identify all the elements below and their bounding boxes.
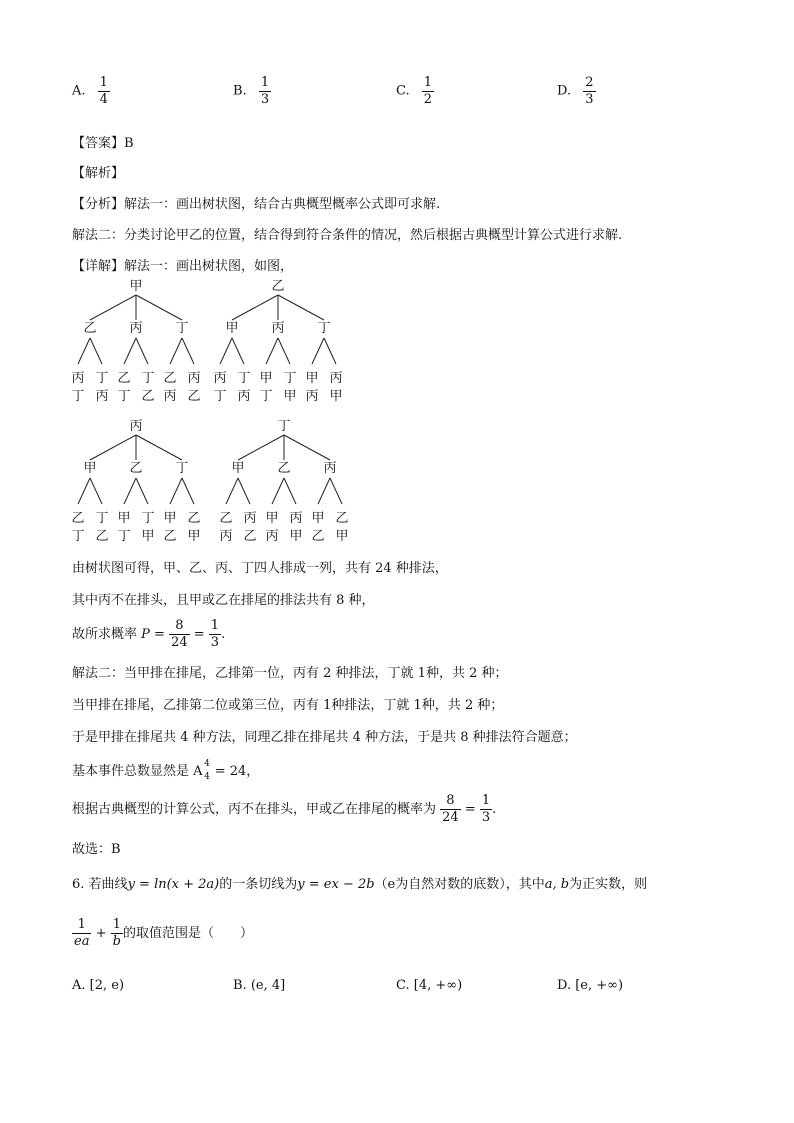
tree-branch: [272, 478, 284, 504]
option-b: B. $\frac{1}{3}$: [233, 75, 270, 107]
q6-option-c: C. [4, +∞): [396, 978, 463, 993]
tree-diagram-bing: [66, 416, 206, 554]
tree-leaf-bottom: 丁: [71, 389, 85, 404]
tree-branch: [170, 338, 182, 364]
q6-option-a: A. [2, e): [72, 978, 125, 993]
tree-leaf-top: 甲: [163, 511, 177, 526]
tree-branch: [226, 478, 238, 504]
tree-branch: [318, 478, 330, 504]
tree-leaf-bottom: 甲: [283, 389, 297, 404]
tree-branch: [278, 295, 324, 320]
tree-leaf-bottom: 甲: [141, 529, 155, 544]
tree-branch: [124, 478, 136, 504]
tree-leaf-bottom: 甲: [329, 389, 343, 404]
tree-leaf-top: 乙: [219, 511, 233, 526]
option-a: A. $\frac{1}{4}$: [72, 75, 108, 107]
tree-leaf-top: 丁: [283, 371, 297, 386]
tree-branch: [78, 338, 90, 364]
tree-leaf-top: 丙: [289, 511, 303, 526]
tree-leaf-top: 丁: [141, 371, 155, 386]
question-6-stem: 6. 若曲线y = ln(x + 2a)的一条切线为y = ex − 2b（e为自然对数的底数），其中a, b为正实数，则: [72, 877, 648, 892]
fenxi-line: 【分析】解法一：画出树状图，结合古典概型概率公式即可求解.: [72, 197, 441, 212]
tree-leaf-top: 乙: [117, 371, 131, 386]
choose-line: 故选：B: [72, 842, 121, 857]
tree-child: 丙: [271, 321, 285, 336]
tree-branch: [136, 338, 148, 364]
tree-branch: [266, 338, 278, 364]
tree-leaf-top: 丙: [213, 371, 227, 386]
tree-leaf-bottom: 丙: [219, 529, 233, 544]
tree-leaf-bottom: 丙: [237, 389, 251, 404]
tree-leaf-top: 丁: [95, 511, 109, 526]
tree-branch: [232, 295, 278, 320]
option-c: C. $\frac{1}{2}$: [396, 75, 433, 107]
total-events-line: 基本事件总数显然是 A 4 4 = 24，: [72, 759, 260, 782]
tree-leaf-top: 甲: [117, 511, 131, 526]
tree-leaf-bottom: 丙: [305, 389, 319, 404]
method2-summary: 解法二：分类讨论甲乙的位置，结合得到符合条件的情况，然后根据古典概型计算公式进行求解.: [72, 228, 623, 243]
tree-branch: [324, 338, 336, 364]
tree-branch: [238, 478, 250, 504]
tree-leaf-top: 甲: [311, 511, 325, 526]
final-probability-line: 根据古典概型的计算公式，丙不在排头，甲或乙在排尾的概率为 $\frac{8}{24}$ = $\frac{1}{3}$ .: [72, 793, 497, 825]
tree-branch: [170, 478, 182, 504]
tree-leaf-top: 丙: [71, 371, 85, 386]
tree-child: 乙: [277, 461, 291, 476]
tree-svg: [66, 276, 206, 414]
tree-svg: [66, 416, 206, 554]
tree-diagram-yi: [208, 276, 348, 414]
tree-branch: [90, 338, 102, 364]
tree-branch: [90, 478, 102, 504]
tree-child: 丁: [317, 321, 331, 336]
tree-branch: [90, 435, 136, 460]
tree-root: 乙: [271, 279, 285, 294]
tree-child: 乙: [83, 321, 97, 336]
tree-branch: [136, 435, 182, 460]
analysis-heading: 【解析】: [72, 166, 125, 181]
tree-branch: [124, 338, 136, 364]
tree-branch: [284, 435, 330, 460]
tree-branch: [312, 338, 324, 364]
tree-leaf-top: 乙: [71, 511, 85, 526]
count-line: 其中丙不在排头，且甲或乙在排尾的排法共有 8 种，: [72, 593, 375, 608]
tree-leaf-top: 甲: [265, 511, 279, 526]
tree-branch: [182, 478, 194, 504]
tree-branch: [78, 478, 90, 504]
tree-leaf-bottom: 甲: [289, 529, 303, 544]
tree-leaf-top: 丁: [237, 371, 251, 386]
tree-child: 甲: [83, 461, 97, 476]
tree-child: 丙: [129, 321, 143, 336]
answer-line: 【答案】B: [72, 136, 134, 151]
tree-leaf-bottom: 丁: [71, 529, 85, 544]
tree-leaf-bottom: 乙: [311, 529, 325, 544]
tree-branch: [136, 478, 148, 504]
tree-leaf-top: 丁: [141, 511, 155, 526]
method2-line3: 于是甲排在排尾共 4 种方法，同理乙排在排尾共 4 种方法，于是共 8 种排法符合题意；: [72, 730, 577, 745]
tree-leaf-bottom: 乙: [243, 529, 257, 544]
tree-child: 甲: [225, 321, 239, 336]
q6-option-d: D. [e, +∞): [557, 978, 624, 993]
tree-branch: [182, 338, 194, 364]
probability-line: 故所求概率 P = $\frac{8}{24}$ = $\frac{1}{3}$ .: [72, 618, 226, 650]
tree-branch: [330, 478, 342, 504]
tree-leaf-top: 乙: [335, 511, 349, 526]
tree-branch: [284, 478, 296, 504]
detail-line: 【详解】解法一：画出树状图，如图，: [72, 259, 294, 274]
method2-line2: 当甲排在排尾，乙排第二位或第三位，丙有 1种排法，丁就 1种，共 2 种；: [72, 698, 504, 713]
tree-leaf-bottom: 丁: [117, 389, 131, 404]
tree-diagram-ding: [214, 416, 354, 554]
tree-leaf-top: 甲: [259, 371, 273, 386]
tree-leaf-bottom: 丁: [259, 389, 273, 404]
tree-leaf-top: 乙: [187, 511, 201, 526]
tree-root: 丁: [277, 419, 291, 434]
tree-leaf-bottom: 甲: [335, 529, 349, 544]
method2-line1: 解法二：当甲排在排尾，乙排第一位，丙有 2 种排法，丁就 1种，共 2 种；: [72, 666, 508, 681]
option-d: D. $\frac{2}{3}$: [557, 75, 594, 107]
tree-branch: [90, 295, 136, 320]
tree-leaf-bottom: 乙: [95, 529, 109, 544]
q6-option-b: B. (e, 4]: [233, 978, 286, 993]
tree-leaf-bottom: 乙: [187, 389, 201, 404]
tree-child: 甲: [231, 461, 245, 476]
tree-leaf-bottom: 丙: [163, 389, 177, 404]
tree-branch: [136, 295, 182, 320]
tree-branch: [278, 338, 290, 364]
tree-leaf-top: 丙: [243, 511, 257, 526]
tree-leaf-bottom: 丁: [117, 529, 131, 544]
question-6-expression: $\frac{1}{ea}$ + $\frac{1}{b}$ 的取值范围是（ ）: [74, 917, 253, 949]
tree-svg: [214, 416, 354, 554]
tree-child: 乙: [129, 461, 143, 476]
tree-leaf-top: 丁: [95, 371, 109, 386]
tree-conclusion: 由树状图可得，甲、乙、丙、丁四人排成一列，共有 24 种排法，: [72, 561, 448, 576]
tree-leaf-bottom: 丙: [265, 529, 279, 544]
tree-root: 丙: [129, 419, 143, 434]
tree-leaf-bottom: 丙: [95, 389, 109, 404]
tree-leaf-bottom: 乙: [141, 389, 155, 404]
tree-leaf-top: 丙: [187, 371, 201, 386]
tree-leaf-bottom: 丁: [213, 389, 227, 404]
tree-leaf-bottom: 甲: [187, 529, 201, 544]
tree-svg: [208, 276, 348, 414]
tree-child: 丁: [175, 321, 189, 336]
tree-child: 丁: [175, 461, 189, 476]
tree-leaf-top: 丙: [329, 371, 343, 386]
tree-branch: [238, 435, 284, 460]
tree-leaf-top: 甲: [305, 371, 319, 386]
tree-leaf-top: 乙: [163, 371, 177, 386]
tree-root: 甲: [129, 279, 143, 294]
tree-branch: [220, 338, 232, 364]
tree-leaf-bottom: 乙: [163, 529, 177, 544]
tree-child: 丙: [323, 461, 337, 476]
tree-diagram-jia: [66, 276, 206, 414]
tree-branch: [232, 338, 244, 364]
